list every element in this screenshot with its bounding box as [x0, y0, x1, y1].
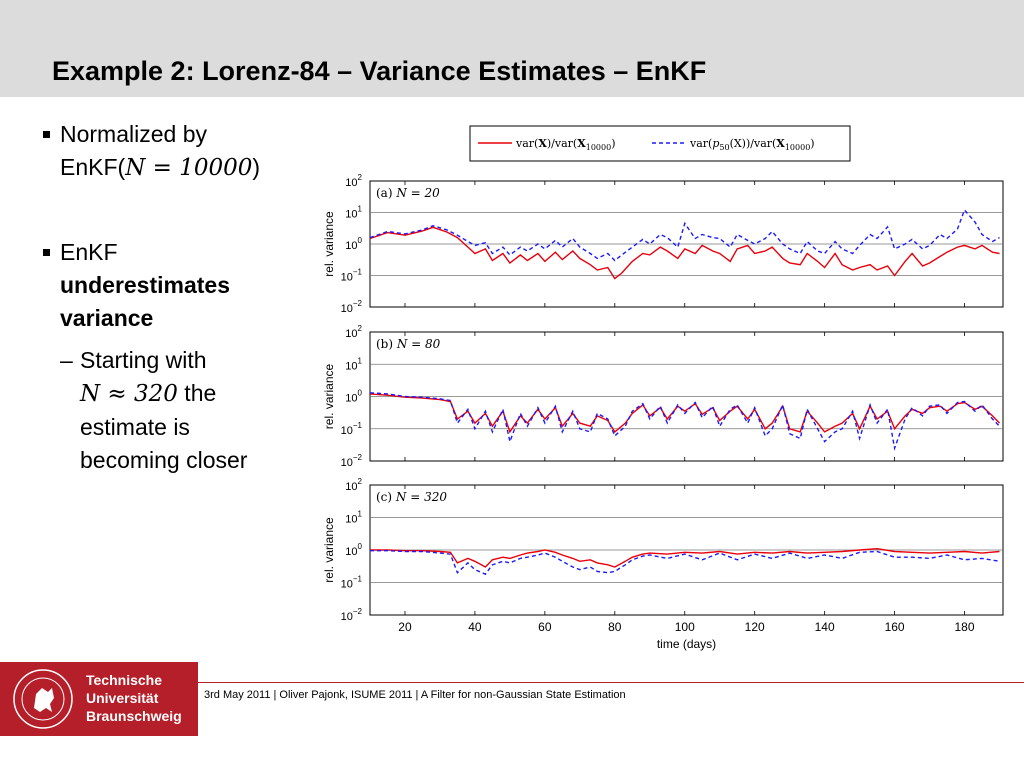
panel-label: (c) N = 320: [376, 490, 447, 504]
legend-label: $var(p_{50}(X))/var(X_{10000})$: [690, 137, 815, 152]
bullet-square-icon: [43, 249, 50, 256]
slide-title: Example 2: Lorenz-84 – Variance Estimates – EnKF: [52, 56, 707, 86]
y-tick-label: $10^1$: [345, 356, 362, 373]
y-tick-label: $10^{-1}$: [340, 267, 362, 284]
y-tick-label: $10^0$: [345, 388, 362, 405]
tu-braunschweig-logo: [0, 662, 198, 736]
x-tick-label: 40: [468, 620, 482, 634]
variance-chart: [300, 112, 1020, 657]
bullet-underestimates: [40, 236, 230, 335]
panel-label: (b) N = 80: [376, 337, 441, 351]
logo-text: [86, 671, 182, 725]
x-tick-label: 140: [814, 620, 835, 634]
legend-label: $var(X)/var(X_{10000})$: [516, 137, 616, 152]
math-expression: N ≈ 320: [80, 381, 178, 407]
x-tick-label: 120: [744, 620, 765, 634]
university-seal-icon: [12, 668, 74, 730]
panel-label: (a) N = 20: [376, 186, 440, 200]
y-tick-label: $10^{-2}$: [340, 453, 362, 469]
math-expression: N = 10000: [125, 155, 253, 181]
y-tick-label: $10^2$: [345, 477, 362, 493]
bullet-line: ): [252, 154, 261, 180]
y-tick-label: $10^{-2}$: [340, 299, 362, 315]
x-tick-label: 80: [608, 620, 622, 634]
x-tick-label: 20: [398, 620, 412, 634]
bullet-text: [40, 236, 230, 335]
y-tick-label: $10^1$: [345, 204, 362, 221]
y-tick-label: $10^{-1}$: [340, 574, 362, 591]
y-tick-label: $10^2$: [345, 173, 362, 189]
logo-line: Braunschweig: [86, 708, 182, 724]
y-tick-label: $10^0$: [345, 236, 362, 252]
bullet-line: Normalized by: [60, 121, 207, 147]
bullet-square-icon: [43, 131, 50, 138]
footer-text: 3rd May 2011 | Oliver Pajonk, ISUME 2011 | A Filter for non-Gaussian State Estimation: [204, 689, 626, 701]
x-tick-label: 100: [674, 620, 695, 634]
bullet-text: [40, 118, 260, 185]
y-axis-label: rel. variance: [322, 517, 336, 583]
footer-divider: [198, 682, 1024, 683]
bullet-line-bold: underestimates: [60, 272, 231, 298]
sub-bullet: [60, 344, 247, 477]
sub-bullet-line: Starting with: [80, 347, 207, 373]
bullet-normalized: [40, 118, 260, 185]
x-tick-label: 160: [884, 620, 905, 634]
sub-bullet-line: becoming closer: [80, 447, 248, 473]
x-tick-label: 60: [538, 620, 552, 634]
y-axis-label: rel. variance: [322, 363, 336, 430]
sub-bullet-text: [60, 344, 247, 477]
x-axis-label: time (days): [656, 637, 717, 651]
sub-bullet-line: the: [177, 380, 217, 406]
dash-icon: –: [60, 347, 73, 373]
y-tick-label: $10^{-1}$: [340, 420, 362, 437]
y-tick-label: $10^{-2}$: [340, 607, 362, 623]
y-tick-label: $10^0$: [345, 542, 362, 558]
sub-bullet-line: estimate is: [80, 414, 190, 440]
y-tick-label: $10^1$: [345, 509, 362, 526]
x-tick-label: 180: [954, 620, 975, 634]
bullet-line-bold: variance: [60, 305, 154, 331]
logo-line: Universität: [86, 690, 159, 706]
bullet-line: EnKF: [60, 239, 118, 265]
logo-line: Technische: [86, 672, 162, 688]
y-axis-label: rel. variance: [322, 211, 336, 277]
bullet-line: EnKF(: [60, 154, 126, 180]
y-tick-label: $10^2$: [345, 324, 362, 340]
